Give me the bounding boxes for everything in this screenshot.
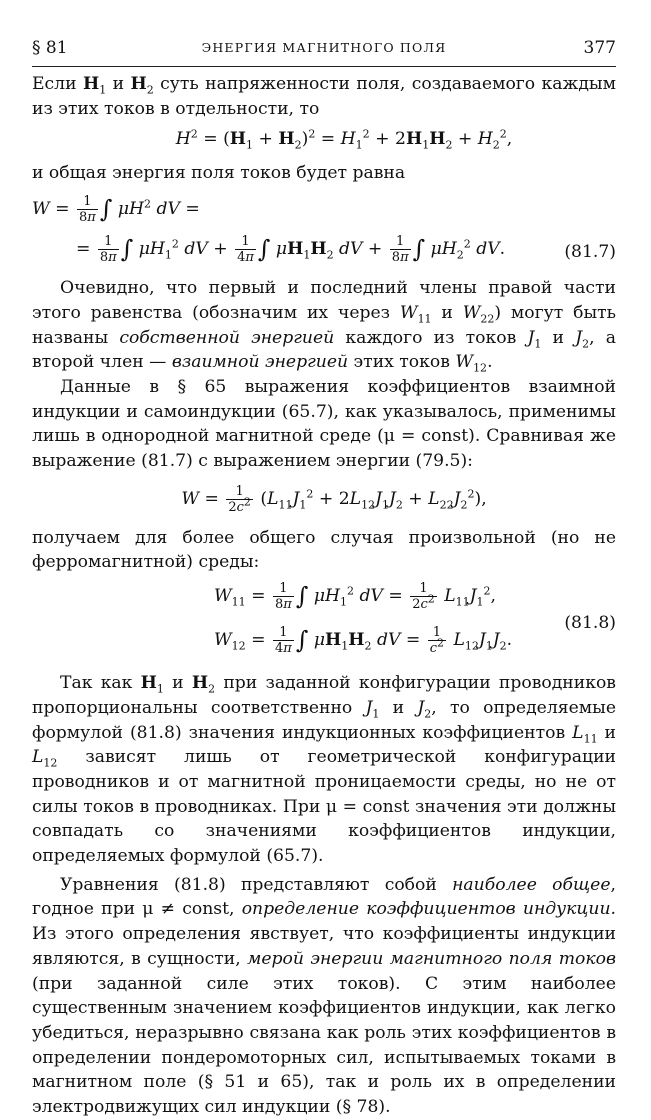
equation-energy-79-5: W = $\frac{1}{2c^2}$ $(L_{11}J_1^2 + 2L_{12}J_1J_2 + L_{22}J_2^2)$, — [181, 483, 487, 515]
section-number: § 81 — [32, 38, 68, 58]
paragraph-2: и общая энергия поля токов будет равна — [32, 163, 406, 184]
page-title: ЭНЕРГИЯ МАГНИТНОГО ПОЛЯ — [201, 40, 447, 55]
equation-81-8 — [32, 575, 616, 671]
equation-w12: $W_{12}$ = $\frac{1}{4\pi}$ ∫ $\mu H_1H_2$ dV = $\frac{1}{c^2}$ $L_{12}J_1J_2$. — [214, 625, 513, 657]
paragraph-4: Данные в § 65 выражения коэффициентов взаимной индукции и самоиндукции (65.7), как указывалось, применимы лишь в однородной магнитной среде (μ = const). Сравнивая же выражение (81.7) с выражением энергии (79.5): — [32, 376, 616, 472]
page-number: 377 — [583, 38, 616, 58]
equation-h-squared: $H^2 = (H_1 + H_2)^2 = H_1^2 + 2H_1H_2 + H_2^2$, — [175, 127, 513, 152]
equation-w11: $W_{11}$ = $\frac{1}{8\pi}$ ∫ $\mu H_1^2$ dV = $\frac{1}{2c^2}$ $L_{11}J_1^2$, — [214, 581, 497, 613]
page-body — [32, 72, 616, 1120]
paragraph-5: получаем для более общего случая произвольной (но не ферромагнитной) среды: — [32, 527, 616, 573]
equation-number-81-7: (81.7) — [564, 242, 616, 263]
equation-number-81-8: (81.8) — [564, 613, 616, 634]
paragraph-6: Так как $H_1$ и $H_2$ при заданной конфигурации проводников пропорциональны соответственно $J_1$ и $J_2$, то определяемые формулой (81.8) значения индукционных коэффициентов $L_{11}$ и $L_{12}$ зависят лишь от геометрической конфигурации проводников и от магнитной проницаемости среды, но не от силы токов в проводниках. При μ = const значения эти должны совпадать со значениями коэффициентов индукции, определяемых формулой (65.7). — [32, 673, 617, 867]
paragraph-7: Уравнения (81.8) представляют собой наиболее общее, годное при μ ≠ const, определение коэффициентов индукции. Из этого определения явствует, что коэффициенты индукции являются, в сущности, мерой энергии магнитного поля токов (при заданной силе этих токов). С этим наиболее существенным значением коэффициентов индукции, как легко убедиться, неразрывно связана как роль этих коэффициентов в определении пондеромоторных сил, испытываемых токами в магнитном поле (§ 51 и 65), так и роль их в определении электродвижущих сил индукции (§ 78). — [32, 874, 616, 1118]
equation-81-7-line2: = $\frac{1}{8\pi}$ ∫ $\mu H_1^2$ dV + $\frac{1}{4\pi}$ ∫ $\mu H_1H_2$ dV + $\frac{1}{8\pi}$ ∫ $\mu H_2^2$ dV. (81.7) — [76, 234, 616, 266]
paragraph-1: Если $H_1$ и $H_2$ суть напряженности поля, создаваемого каждым из этих токов в отдельности, то — [32, 74, 616, 119]
equation-81-7-line1: W = $\frac{1}{8\pi}$ ∫ $\mu H^2$ dV = — [32, 194, 200, 226]
paragraph-3: Очевидно, что первый и последний члены правой части этого равенства (обозначим их через $W_{11}$ и $W_{22}$) могут быть названы собственной энергией каждого из токов $J_1$ и $J_2$, а второй член — взаимной энергией этих токов $W_{12}$. — [32, 278, 616, 375]
header-rule — [32, 66, 616, 67]
running-header — [32, 38, 616, 62]
